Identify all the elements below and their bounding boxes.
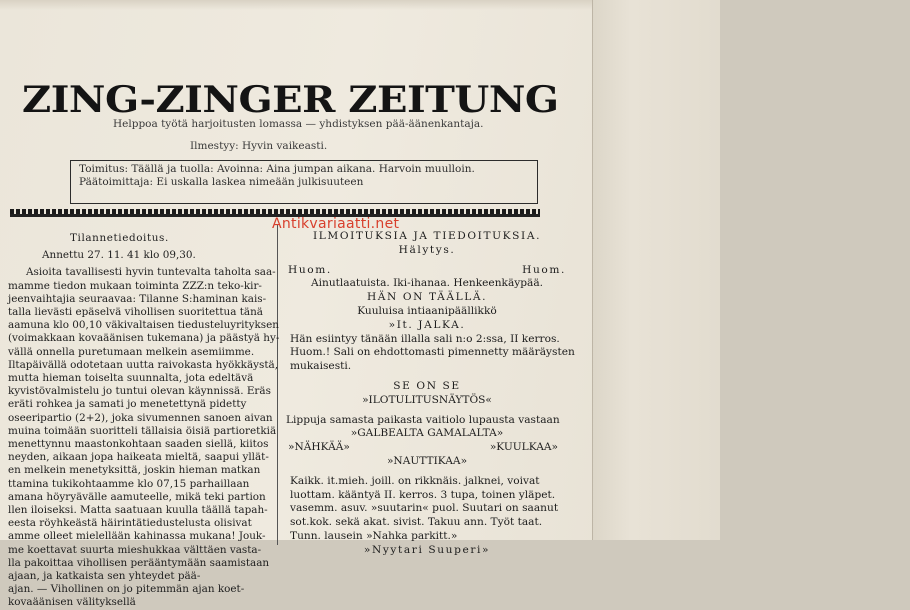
event-line-2: Huom.! Sali on ehdottomasti pimennetty määräysten xyxy=(290,346,575,359)
article-body xyxy=(0,266,280,609)
section-title: ILMOITUKSIA JA TIEDOITUKSIA. xyxy=(312,230,542,242)
editorial-info-box xyxy=(70,160,538,204)
cobbler-line-3: vasemm. asuv. »suutarin« puol. Suutari on saanut xyxy=(290,502,559,515)
info-line-office: Toimitus: Täällä ja tuolla: Avoinna: Aina jumpan aikana. Harvoin muulloin. xyxy=(79,163,475,175)
article-line: talla lievästi epäselvä vihollisen suoritettua tänä xyxy=(8,306,263,319)
huom-row xyxy=(284,264,570,278)
cobbler-line-4: sot.kok. sekä akat. sivist. Takuu ann. Työt taat. xyxy=(290,516,543,529)
article-line: neyden, aikaan jopa haikeata mieltä, saapui yllät- xyxy=(8,451,269,464)
signature-line: »Nyytari Suuperi» xyxy=(363,543,491,556)
article-line: Iltapäivällä odotetaan uutta raivokasta hyökkäystä, xyxy=(8,358,279,371)
cobbler-line-2: luottam. kääntyä II. kerros. 3 tupa, toinen yläpet. xyxy=(290,488,556,501)
kuulkaa-heading: »KUULKAA» xyxy=(489,441,558,454)
article-line: muina toimään suoritteli tällaisia öisiä partioretkiä xyxy=(8,424,277,437)
cobbler-line-5: Tunn. lausein »Nahka parkitt.» xyxy=(290,529,458,542)
cobbler-line-1: Kaikk. it.mieh. joill. on rikknäis. jalknei, voivat xyxy=(290,474,540,487)
event-line-1: Hän esiintyy tänään illalla sali n:o 2:ssa, II kerros. xyxy=(290,332,560,345)
right-column xyxy=(284,230,575,558)
article-line: eesta röyhkeästä häirintätiedustelusta olisivat xyxy=(8,517,252,530)
article-line: (voimakkaan kovaäänisen tukemana) ja päästyä hy- xyxy=(8,332,280,345)
huom-left: Huom. xyxy=(288,263,332,276)
masthead-subtitle: Helppoa työtä harjoitusten lomassa — yhdistyksen pää-äänenkantaja. xyxy=(113,118,484,130)
article-line: lla pakoittaa vihollisen perääntymään saamistaan xyxy=(8,556,270,569)
article-line: kovaäänisen välityksellä xyxy=(8,596,136,609)
article-line: aamuna klo 00,10 väkivaltaisen tiedusteluyrityksen xyxy=(8,319,279,332)
article-line: mamme tiedon mukaan toiminta ZZZ:n teko-kir- xyxy=(8,279,262,292)
flags-line: Lippuja samasta paikasta vaitiolo lupausta vastaan xyxy=(286,413,560,426)
performer-name: »It. JALKA. xyxy=(388,318,466,331)
galbealta-heading: »GALBEALTA GAMALALTA» xyxy=(350,427,504,440)
column-divider xyxy=(277,225,278,545)
page-gutter-line xyxy=(592,0,593,540)
article-line: jeenvaihtajia seuraavaa: Tilanne S:haminan kais- xyxy=(8,292,267,305)
event-line-3: mukaisesti. xyxy=(290,360,352,373)
article-line: menettynnu maastonkohtaan saaden siellä, kiitos xyxy=(8,438,269,451)
article-heading: Tilannetiedoitus. xyxy=(70,232,169,244)
article-line: vällä onnella puretumaan melkein asemiimme. xyxy=(8,345,255,358)
tagline: Ainutlaatuista. Iki-ihanaa. Henkeenkäypää. xyxy=(310,277,544,290)
article-line: amme olleet mielellään kahinassa mukana! Jouk- xyxy=(8,530,266,543)
article-line: ajan. — Vihollinen on jo pitemmän ajan koet- xyxy=(8,583,245,596)
next-page-edge xyxy=(592,0,720,540)
se-on-heading: SE ON SE xyxy=(393,379,461,392)
alarm-heading: Hälytys. xyxy=(398,243,456,256)
article-line: Asioita tavallisesti hyvin tuntevalta taholta saa- xyxy=(26,266,276,279)
article-line: oseeripartio (2+2), joka sivumennen sanoen aivan xyxy=(8,411,273,424)
info-line-editor: Päätoimittaja: Ei uskalla laskea nimeään julkisuuteen xyxy=(79,176,364,188)
famous-line: Kuuluisa intiaanipäällikkö xyxy=(357,304,497,317)
article-line: me koettavat suurta mieshukkaa välttäen vasta- xyxy=(8,543,262,556)
article-line: kyvistövalmistelu jo tuntui olevan käynnissä. Eräs xyxy=(8,385,271,398)
article-line: ajaan, ja katkaista sen yhteydet pää- xyxy=(8,570,201,583)
fireworks-heading: »ILOTULITUSNÄYTÖS« xyxy=(362,393,492,406)
nahkaa-kuulkaa-row xyxy=(284,441,570,455)
article-date: Annettu 27. 11. 41 klo 09,30. xyxy=(42,249,196,262)
article-line: mutta hieman toiselta suunnalta, jota edeltävä xyxy=(8,372,254,385)
article-line: llen iloiseksi. Matta saatuaan kuulla täällä tapah- xyxy=(8,504,268,517)
watermark-text: Antikvariaatti.net xyxy=(272,216,400,232)
huom-right: Huom. xyxy=(522,263,566,276)
article-line: amana höyryävälle aamuteelle, mikä teki partion xyxy=(8,490,266,503)
article-line: eräti rohkea ja samati jo menetettynä pidetty xyxy=(8,398,247,411)
left-column xyxy=(0,232,280,610)
masthead-title: ZING-ZINGER ZEITUNG xyxy=(22,78,559,122)
masthead-schedule: Ilmestyy: Hyvin vaikeasti. xyxy=(190,140,328,152)
article-line: ttamina tukikohtaamme klo 07,15 parhaillaan xyxy=(8,477,250,490)
article-line: en melkein menetyksittä, joskin hieman matkan xyxy=(8,464,261,477)
nauttikaa-heading: »NAUTTIKAA» xyxy=(386,454,468,467)
here-heading: HÄN ON TÄÄLLÄ. xyxy=(366,291,488,304)
nahkaa-heading: »NÄHKÄÄ» xyxy=(288,441,350,454)
